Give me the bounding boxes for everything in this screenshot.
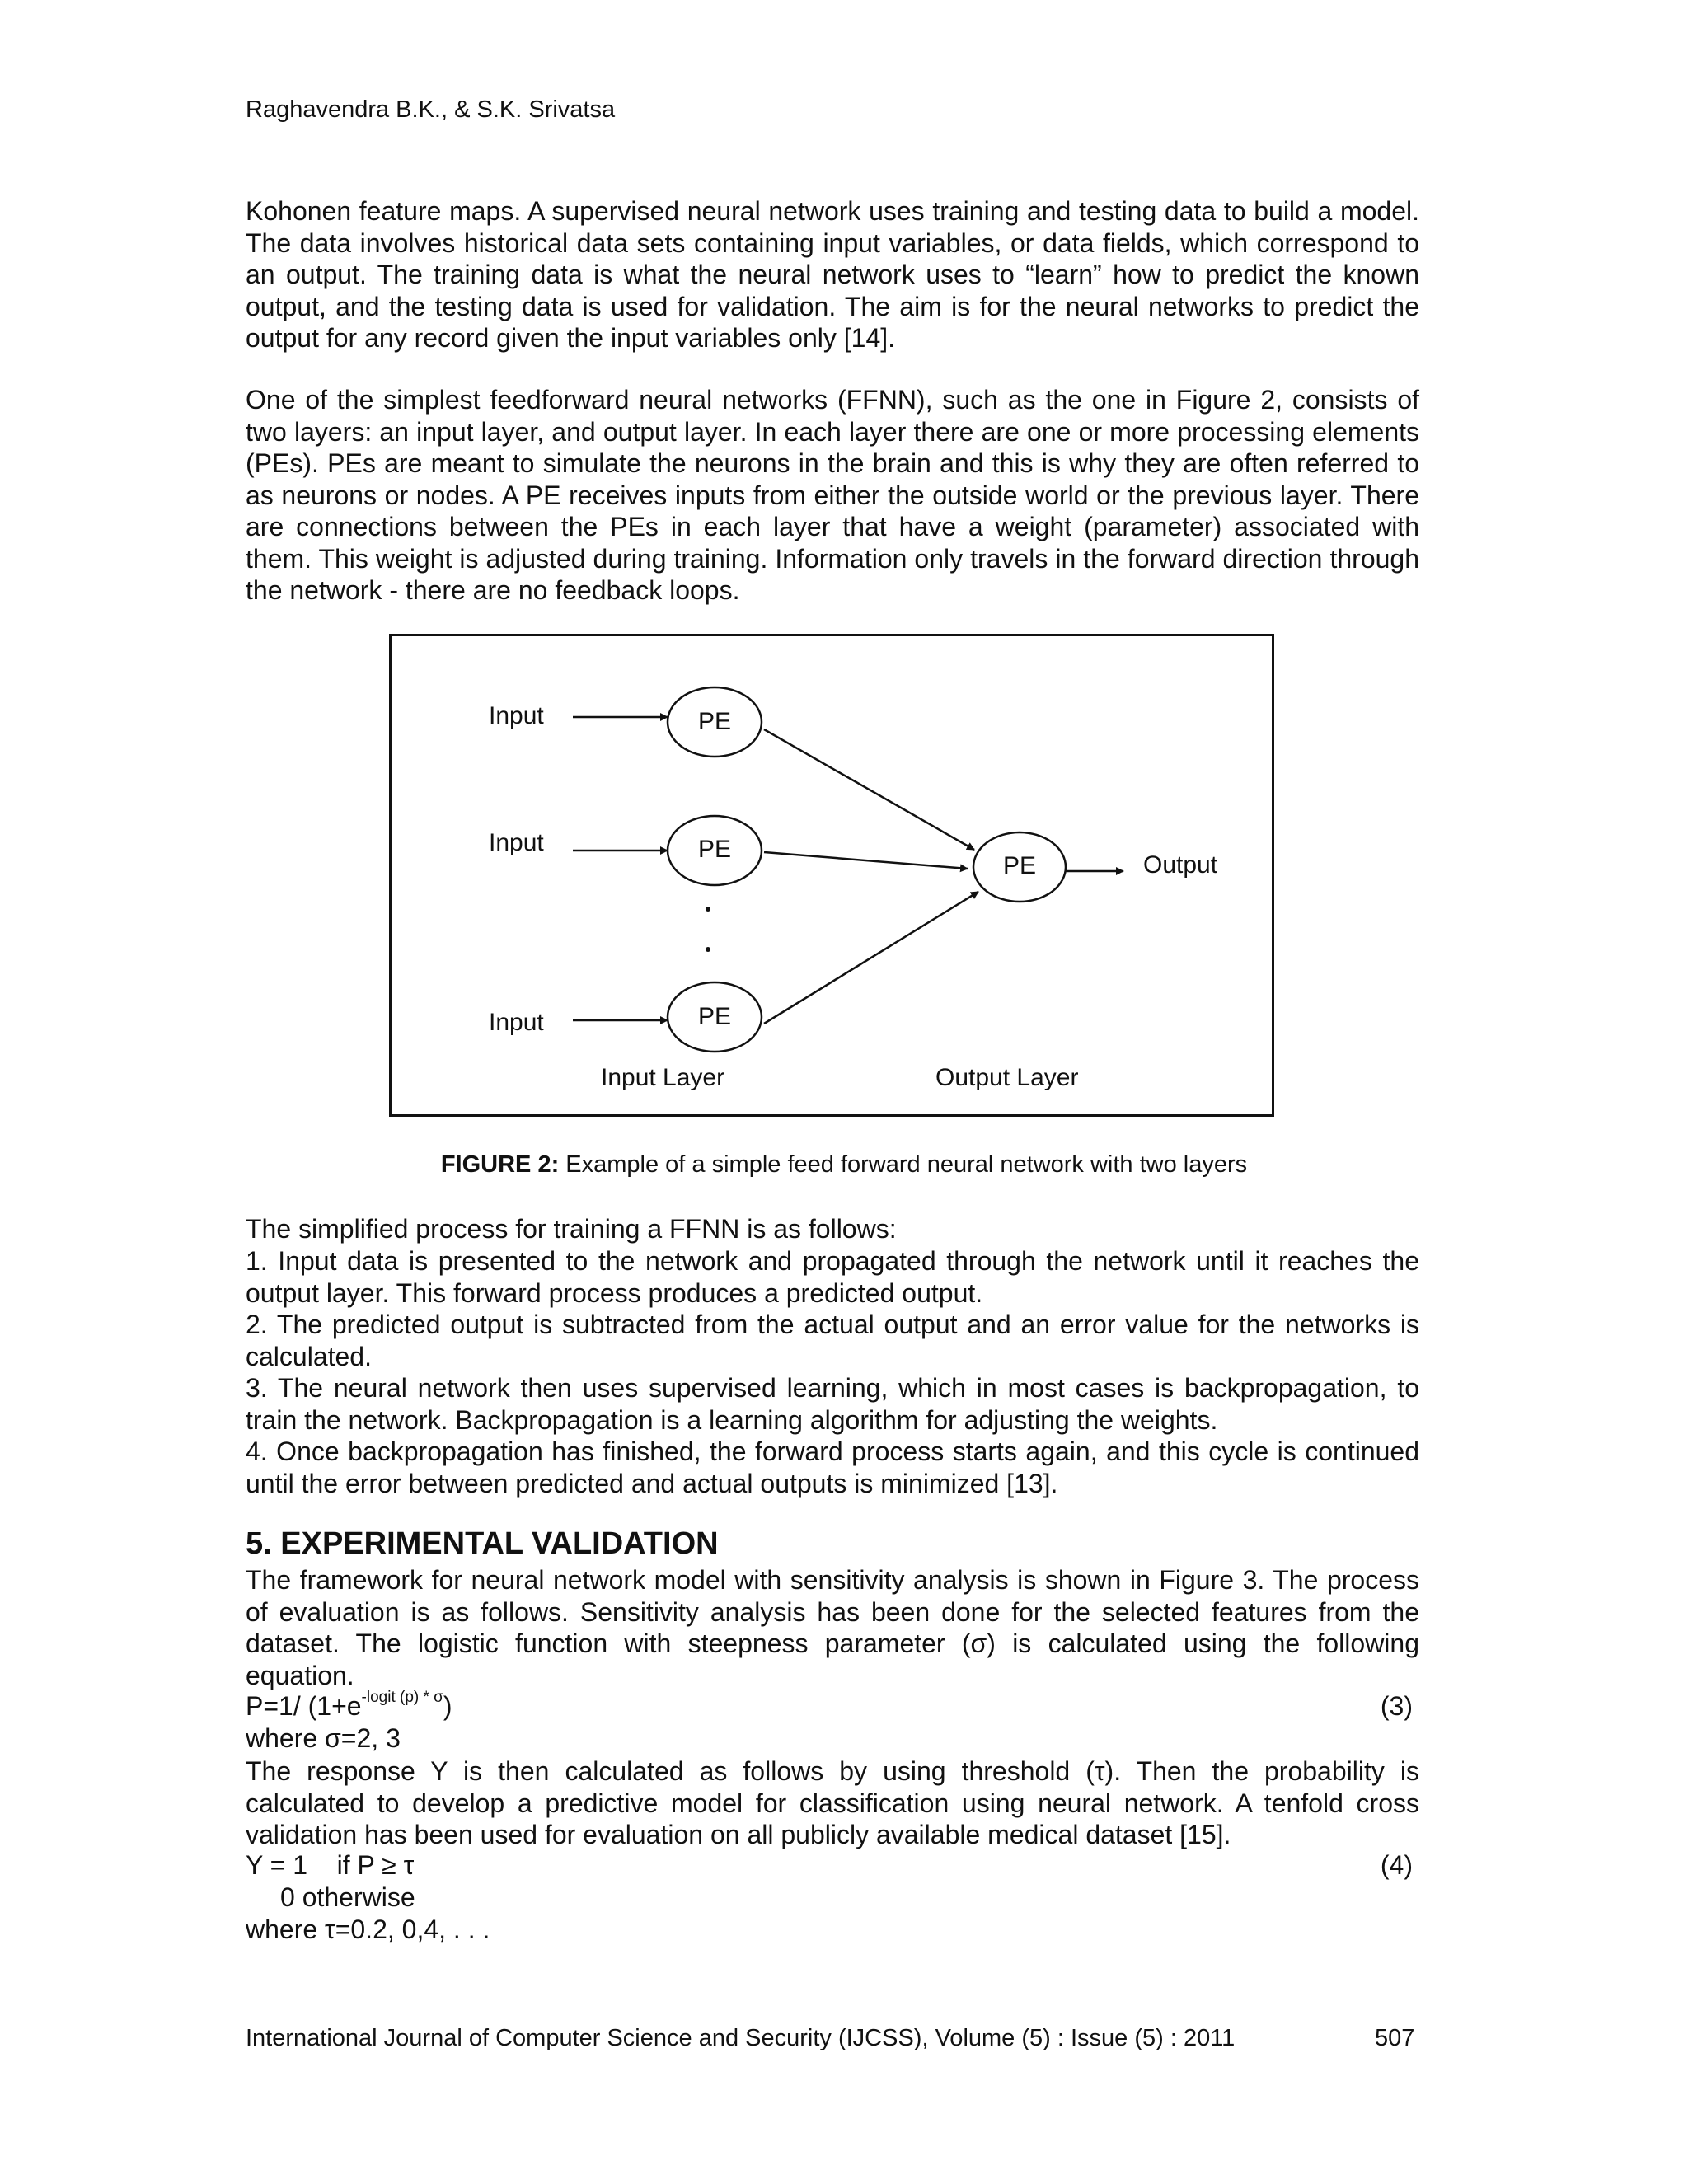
running-header: Raghavendra B.K., & S.K. Srivatsa xyxy=(246,96,616,123)
ellipsis-dot-1 xyxy=(706,907,710,912)
footer-journal: International Journal of Computer Science and Security (IJCSS), Volume (5) : Issue (5) : 2011 xyxy=(246,2025,1236,2051)
training-step-2: 2. The predicted output is subtracted from the actual output and an error value for the networks is calculated. xyxy=(246,1310,1419,1371)
section-title: 5. EXPERIMENTAL VALIDATION xyxy=(246,1526,719,1561)
input-label-2: Input xyxy=(489,829,544,856)
connection-2 xyxy=(764,852,968,869)
input-node-3-label: PE xyxy=(697,1003,732,1030)
connection-3 xyxy=(764,892,978,1024)
paragraph-ffnn: One of the simplest feedforward neural networks (FFNN), such as the one in Figure 2, consists of two layers: an input layer, and output layer. In each layer there are one or more processing elements (PEs). PEs are meant to simulate the neurons in the brain and this is why they are often referred to as neurons or nodes. A PE receives inputs from either the outside world or the previous layer. There are connections between the PEs in each layer that have a weight (parameter) associated with them. This weight is adjusted during training. Information only travels in the forward direction through the network - there are no feedback loops. xyxy=(246,385,1419,605)
equation-4-line-2: 0 otherwise xyxy=(280,1882,415,1912)
figure-2-diagram xyxy=(389,634,1274,1117)
equation-4 xyxy=(246,1850,1419,1883)
equation-3-where: where σ=2, 3 xyxy=(246,1723,401,1753)
input-node-1-label: PE xyxy=(697,708,732,735)
equation-3 xyxy=(246,1691,1419,1724)
output-node-label: PE xyxy=(1002,852,1037,879)
figure-caption xyxy=(0,1151,1688,1179)
output-layer-label: Output Layer xyxy=(935,1064,1079,1091)
training-intro: The simplified process for training a FFNN is as follows: xyxy=(246,1214,897,1244)
equation-3-number: (3) xyxy=(1380,1691,1413,1721)
input-label-1: Input xyxy=(489,702,544,729)
input-label-3: Input xyxy=(489,1009,544,1036)
page-number: 507 xyxy=(1375,2025,1415,2051)
equation-3-close: ) xyxy=(443,1691,452,1721)
training-step-3: 3. The neural network then uses supervised learning, which in most cases is backpropagation, to train the network. Backpropagation is a learning algorithm for adjusting the weights. xyxy=(246,1373,1419,1435)
output-label: Output xyxy=(1143,851,1218,879)
caption-label: FIGURE 2: xyxy=(440,1151,560,1178)
caption-text: Example of a simple feed forward neural network with two layers xyxy=(565,1151,1248,1178)
ellipsis-dot-2 xyxy=(706,947,710,952)
connection-1 xyxy=(764,729,974,850)
equation-4-line-1: Y = 1 if P ≥ τ xyxy=(246,1850,415,1880)
equation-4-where: where τ=0.2, 0,4, . . . xyxy=(246,1915,490,1944)
equation-3-base: P=1/ (1+e xyxy=(246,1691,362,1721)
input-layer-label: Input Layer xyxy=(601,1064,725,1091)
input-node-2-label: PE xyxy=(697,836,732,863)
training-step-4: 4. Once backpropagation has finished, the forward process starts again, and this cycle is continued until the error between predicted and actual outputs is minimized [13]. xyxy=(246,1436,1419,1498)
section-paragraph-1: The framework for neural network model with sensitivity analysis is shown in Figure 3. The process of evaluation is as follows. Sensitivity analysis has been done for the selected features from the dataset. The logistic function with steepness parameter (σ) is calculated using the following equation. xyxy=(246,1565,1419,1690)
training-step-1: 1. Input data is presented to the network and propagated through the network until it reaches the output layer. This forward process produces a predicted output. xyxy=(246,1246,1419,1308)
equation-4-number: (4) xyxy=(1380,1850,1413,1880)
paragraph-kohonen: Kohonen feature maps. A supervised neural network uses training and testing data to build a model. The data involves historical data sets containing input variables, or data fields, which correspond to an output. The training data is what the neural network uses to “learn” how to predict the known output, and the testing data is used for validation. The aim is for the neural networks to predict the output for any record given the input variables only [14]. xyxy=(246,196,1419,353)
equation-3-exponent: -logit (p) * σ xyxy=(361,1689,443,1706)
section-paragraph-2: The response Y is then calculated as follows by using threshold (τ). Then the probability is calculated to develop a predictive model for classification using neural network. A tenfold cross validation has been used for evaluation on all publicly available medical dataset [15]. xyxy=(246,1756,1419,1849)
